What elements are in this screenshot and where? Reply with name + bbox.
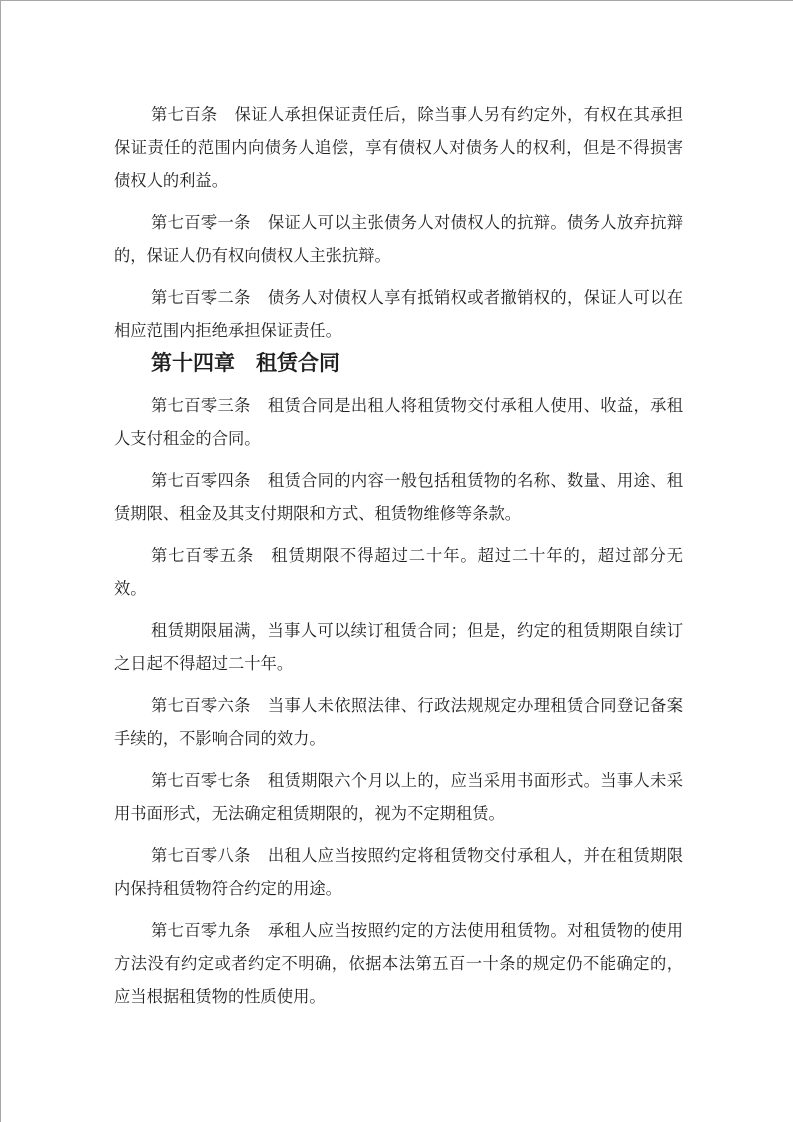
article-text: 租赁合同是出租人将租赁物交付承租人使用、收益，承租人支付租金的合同。	[114, 396, 683, 448]
article-paragraph-705-continuation	[114, 614, 683, 680]
chapter-heading	[114, 347, 683, 380]
article-number: 第七百零九条	[151, 921, 251, 940]
article-paragraph-708	[114, 839, 683, 905]
article-paragraph-704	[114, 464, 683, 530]
article-paragraph-706	[114, 689, 683, 755]
article-number: 第七百零五条	[151, 546, 255, 565]
article-text: 租赁期限届满，当事人可以续订租赁合同；但是，约定的租赁期限自续订之日起不得超过二十年。	[114, 621, 683, 673]
article-paragraph-707	[114, 764, 683, 830]
article-text: 保证人承担保证责任后，除当事人另有约定外，有权在其承担保证责任的范围内向债务人追偿，享有债权人对债务人的权利，但是不得损害债权人的利益。	[114, 105, 683, 190]
chapter-number: 第十四章	[151, 351, 235, 375]
article-text: 保证人可以主张债务人对债权人的抗辩。债务人放弃抗辩的，保证人仍有权向债权人主张抗辩。	[114, 213, 683, 265]
article-text: 承租人应当按照约定的方法使用租赁物。对租赁物的使用方法没有约定或者约定不明确，依据本法第五百一十条的规定仍不能确定的，应当根据租赁物的性质使用。	[114, 921, 683, 1006]
article-text: 当事人未依照法律、行政法规规定办理租赁合同登记备案手续的，不影响合同的效力。	[114, 696, 683, 748]
article-number: 第七百条	[151, 105, 218, 124]
article-paragraph-702	[114, 281, 683, 347]
article-number: 第七百零八条	[151, 846, 251, 865]
article-number: 第七百零一条	[151, 213, 251, 232]
document-text-area	[1, 1, 793, 1013]
article-paragraph-703	[114, 389, 683, 455]
article-paragraph-701	[114, 206, 683, 272]
article-text: 出租人应当按照约定将租赁物交付承租人，并在租赁期限内保持租赁物符合约定的用途。	[114, 846, 683, 898]
article-text: 租赁期限六个月以上的，应当采用书面形式。当事人未采用书面形式，无法确定租赁期限的，视为不定期租赁。	[114, 771, 683, 823]
article-text: 租赁合同的内容一般包括租赁物的名称、数量、用途、租赁期限、租金及其支付期限和方式、租赁物维修等条款。	[114, 471, 683, 523]
article-paragraph-709	[114, 914, 683, 1013]
article-paragraph-700	[114, 98, 683, 197]
article-number: 第七百零三条	[151, 396, 251, 415]
article-number: 第七百零六条	[151, 696, 251, 715]
article-text: 债务人对债权人享有抵销权或者撤销权的，保证人可以在相应范围内拒绝承担保证责任。	[114, 288, 683, 340]
chapter-title: 租赁合同	[256, 351, 340, 375]
article-text: 租赁期限不得超过二十年。超过二十年的，超过部分无效。	[114, 546, 683, 598]
article-paragraph-705	[114, 539, 683, 605]
article-number: 第七百零七条	[151, 771, 251, 790]
article-number: 第七百零二条	[151, 288, 251, 307]
article-number: 第七百零四条	[151, 471, 251, 490]
